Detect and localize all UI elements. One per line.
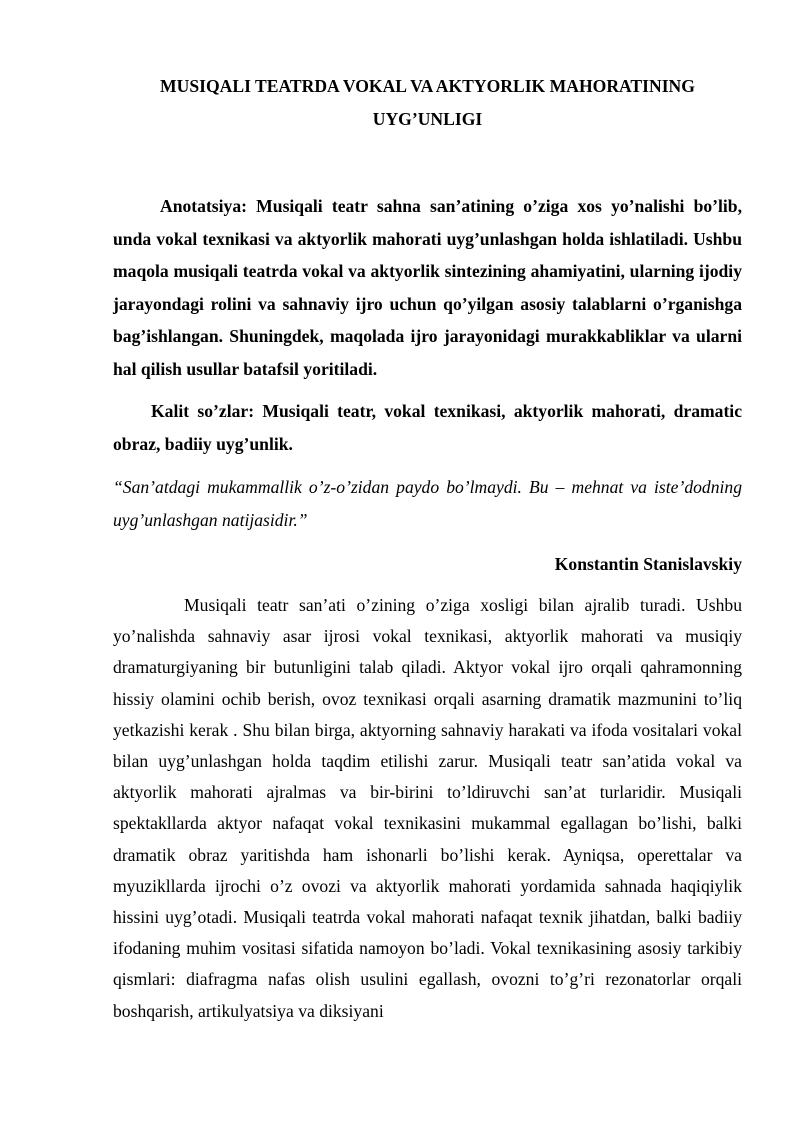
keywords-paragraph: Kalit so’zlar: Musiqali teatr, vokal texnikasi, aktyorlik mahorati, dramatic obraz, badiiy uyg’unlik. xyxy=(113,401,742,454)
body-paragraph: Musiqali teatr san’ati o’zining o’ziga xosligi bilan ajralib turadi. Ushbu yo’nalishda sahnaviy asar ijrosi vokal texnikasi, aktyorlik mahorati va musiqiy dramaturgiyaning bir butunligini talab qiladi. Aktyor vokal ijro orqali qahramonning hissiy olamini ochib berish, ovoz texnikasi orqali asarning dramatik mazmunini to’liq yetkazishi kerak . Shu bilan birga, aktyorning sahnaviy harakati va ifoda vositalari vokal bilan uyg’unlashgan holda taqdim etilishi zarur. Musiqali teatr san’atida vokal va aktyorlik mahorati ajralmas va bir-birini to’ldiruvchi san’at turlaridir. Musiqali spektakllarda aktyor nafaqat vokal texnikasini mukammal egallagan bo’lishi, balki dramatik obraz yaritishda ham ishonarli bo’lishi kerak. Ayniqsa, operettalar va myuzikllarda ijrochi o’z ovozi va aktyorlik mahorati yordamida sahnada haqiqiylik hissini uyg’otadi. Musiqali teatrda vokal mahorati nafaqat texnik jihatdan, balki badiiy ifodaning muhim vositasi sifatida namoyon bo’ladi. Vokal texnikasining asosiy tarkibiy qismlari: diafragma nafas olish usulini egallash, ovozni to’g’ri rezonatorlar orqali boshqarish, artikulyatsiya va diksiyani xyxy=(113,595,742,1021)
article-title-line-1: MUSIQALI TEATRDA VOKAL VA AKTYORLIK MAHORATINING xyxy=(160,76,695,96)
article-title xyxy=(113,70,742,136)
epigraph-quote: “San’atdagi mukammallik o’z-o’zidan paydo bo’lmaydi. Bu – mehnat va iste’dodning uyg’unlashgan natijasidir.” xyxy=(113,477,742,530)
article-title-line-2: UYG’UNLIGI xyxy=(372,109,483,129)
abstract-paragraph: Anotatsiya: Musiqali teatr sahna san’atining o’ziga xos yo’nalishi bo’lib, unda vokal texnikasi va aktyorlik mahorati uyg’unlashgan holda ishlatiladi. Ushbu maqola musiqali teatrda vokal va aktyorlik sintezining ahamiyatini, ularning ijodiy jarayondagi rolini va sahnaviy ijro uchun qo’yilgan asosiy talablarni o’rganishga bag’ishlangan. Shuningdek, maqolada ijro jarayonidagi murakkabliklar va ularni hal qilish usullar batafsil yoritiladi. xyxy=(113,196,742,379)
epigraph-author: Konstantin Stanislavskiy xyxy=(554,554,742,574)
